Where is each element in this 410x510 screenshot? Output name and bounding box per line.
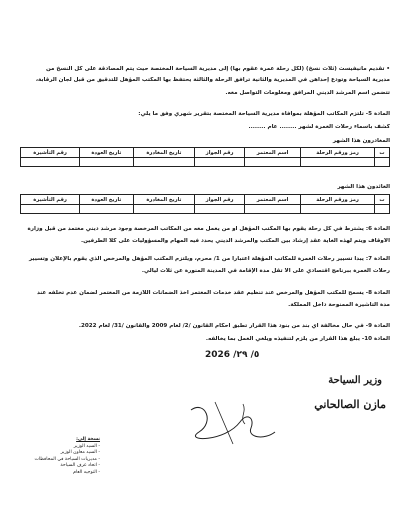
departures-table [20, 147, 390, 167]
article-6-line-1: المادة 6: يشترط في كل رحلة يقوم بها المكتب المؤهل أو من يعمل معه من المكاتب المرخصة وجود مرشد ديني معتمد من قبل وزارة [27, 226, 390, 232]
intro-line-1: • تقديم مانيفيست (ثلاث نسخ) (لكل رحلة عمرة عقوم بها) إلى مديرية السياحة المختصة حيث يتم المصادقة على كل النسخ من [45, 66, 390, 72]
cc-item: - السيد الوزير [73, 443, 100, 449]
table-row [21, 158, 390, 167]
header-cell: رقم التأشيرة [21, 148, 80, 158]
table-cell [21, 205, 80, 214]
table-cell [21, 158, 80, 167]
table-cell [133, 205, 195, 214]
header-cell: رمز ورقم الرحلة [301, 195, 375, 205]
article-7-line-1: المادة 7: يبدأ تسيير رحلات العمرة للمكاتب المؤهلة اعتباراً من 1/ محرم، ويلتزم المكتب المؤهل والمرخص الذي يقوم بالإعلان وتسيير [28, 256, 390, 262]
table-cell [245, 205, 301, 214]
cc-item: - السيد معاون الوزير [60, 450, 100, 456]
header-cell: رقم الجواز [195, 148, 245, 158]
header-cell: رمز ورقم الرحلة [301, 148, 375, 158]
table-cell [133, 158, 195, 167]
article-9: المادة 9- في حال مخالفة أي بند من بنود هذا القرار تطبق أحكام القانون /2/ لعام 2009 والقانون /31/ لعام 2022. [78, 323, 390, 329]
article-8-line-2: مدة التأشيرة الممنوحة داخل المملكة. [288, 302, 390, 308]
table-header-row [21, 148, 390, 158]
article-8-line-1: المادة 8- يسمح للمكتب المؤهل والمرخص عند تنظيم عقد خدمات المعتمر أخذ الضمانات اللازمة من المعتمر لضمان عدم تخلفه عند [37, 290, 390, 296]
header-cell: رقم الجواز [195, 195, 245, 205]
header-cell: ت [375, 148, 390, 158]
table-cell [195, 158, 245, 167]
cc-list [20, 437, 100, 477]
article-7-line-2: رحلات العمرة ببرنامج اقتصادي على ألا تقل مدة الإقامة في المدينة المنورة عن ثلاث ليالي. [141, 268, 390, 274]
article-5-sub: كشف بأسماء رحلات العمرة لشهر ........ عام ........ [248, 124, 390, 130]
intro-line-3: تتضمن اسم المرشد الديني المرافق ومعلومات التواصل معه. [225, 90, 390, 96]
table-cell [80, 205, 133, 214]
departures-title: المغادرون هذا الشهر [332, 138, 390, 144]
table-cell [301, 205, 375, 214]
table-cell [375, 158, 390, 167]
signature-icon [185, 392, 280, 450]
intro-line-2: مديرية السياحة وتودع إحداهن في المديرية والثانية ترافق الرحلة والثالثة يحتفظ بها المكتب المؤهل للتدقيق من قبل لجان الرقابة، [35, 77, 390, 83]
article-10: المادة 10- يبلغ هذا القرار من يلزم لتنفيذه ويلغي العمل بما يخالفه. [205, 336, 390, 342]
cc-item: - مديريات السياحة في المحافظات [34, 456, 100, 462]
decree-date: 2026 /٥/ ٢٩ [205, 350, 260, 360]
cc-item: - اتحاد غرف السياحة [60, 463, 100, 469]
article-5: المادة 5- تلتزم المكاتب المؤهلة بموافاة مديرية السياحة المختصة بتقرير شهري وفق ما يلي: [138, 111, 390, 117]
returns-title: العائدون هذا الشهر [337, 184, 390, 190]
header-cell: تاريخ العودة [80, 148, 133, 158]
article-6-line-2: الأوقاف ويتم لهذه الغاية عقد إرشاد بين المكتب والمرشد الديني يحدد فيه المهام والمسؤوليات على كلا الطرفين. [81, 238, 390, 244]
header-cell: رقم التأشيرة [21, 195, 80, 205]
minister-title: وزير السياحة [328, 375, 382, 386]
header-cell: تاريخ المغادرة [133, 195, 195, 205]
header-cell: ت [375, 195, 390, 205]
cc-item: - التوجيه العام [73, 469, 100, 475]
table-cell [195, 205, 245, 214]
header-cell: تاريخ العودة [80, 195, 133, 205]
minister-name: مازن الصالحاني [314, 398, 386, 411]
returns-table [20, 194, 390, 214]
header-cell: تاريخ المغادرة [133, 148, 195, 158]
table-row [21, 205, 390, 214]
header-cell: اسم المعتمر [245, 148, 301, 158]
table-cell [245, 158, 301, 167]
table-cell [301, 158, 375, 167]
table-header-row [21, 195, 390, 205]
table-cell [80, 158, 133, 167]
cc-heading: نسخة إلى: [76, 437, 100, 442]
table-cell [375, 205, 390, 214]
header-cell: اسم المعتمر [245, 195, 301, 205]
